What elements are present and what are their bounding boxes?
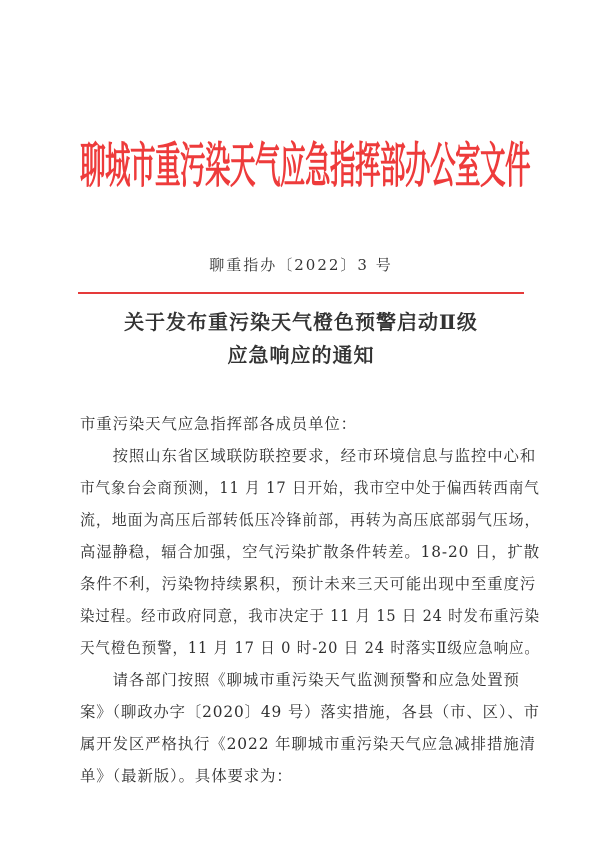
body-line: 单》（最新版）。具体要求为：	[80, 767, 293, 785]
salutation: 市重污染天气应急指挥部各成员单位：	[80, 415, 357, 433]
body-line: 市气象台会商预测，11 月 17 日开始，我市空中处于偏西转西南气	[80, 479, 540, 497]
body-line: 请各部门按照《聊城市重污染天气监测预警和应急处置预	[80, 671, 520, 689]
body-line: 高湿静稳，辐合加强，空气污染扩散条件转差。18-20 日，扩散	[80, 543, 540, 561]
body-line: 案》（聊政办字〔2020〕49 号）落实措施，各县（市、区）、市	[80, 703, 540, 721]
body-line: 按照山东省区域联防联控要求，经市环境信息与监控中心和	[80, 447, 537, 465]
body-line: 天气橙色预警，11 月 17 日 0 时-20 日 24 时落实Ⅱ级应急响应。	[80, 639, 540, 657]
body-line: 条件不利，污染物持续累积，预计未来三天可能出现中至重度污	[80, 575, 537, 593]
notice-title-line-2: 应急响应的通知	[227, 343, 375, 367]
document-number: 聊重指办〔2022〕3 号	[209, 256, 393, 274]
notice-title-line-1: 关于发布重污染天气橙色预警启动Ⅱ级	[124, 310, 478, 334]
body-line: 染过程。经市政府同意，我市决定于 11 月 15 日 24 时发布重污染	[80, 607, 540, 625]
body-line: 属开发区严格执行《2022 年聊城市重污染天气应急减排措施清	[80, 735, 536, 753]
issuer-title: 聊城市重污染天气应急指挥部办公室文件	[80, 137, 530, 194]
body-line: 流，地面为高压后部转低压冷锋前部，再转为高压底部弱气压场，	[80, 511, 541, 529]
red-divider-line	[78, 292, 524, 294]
